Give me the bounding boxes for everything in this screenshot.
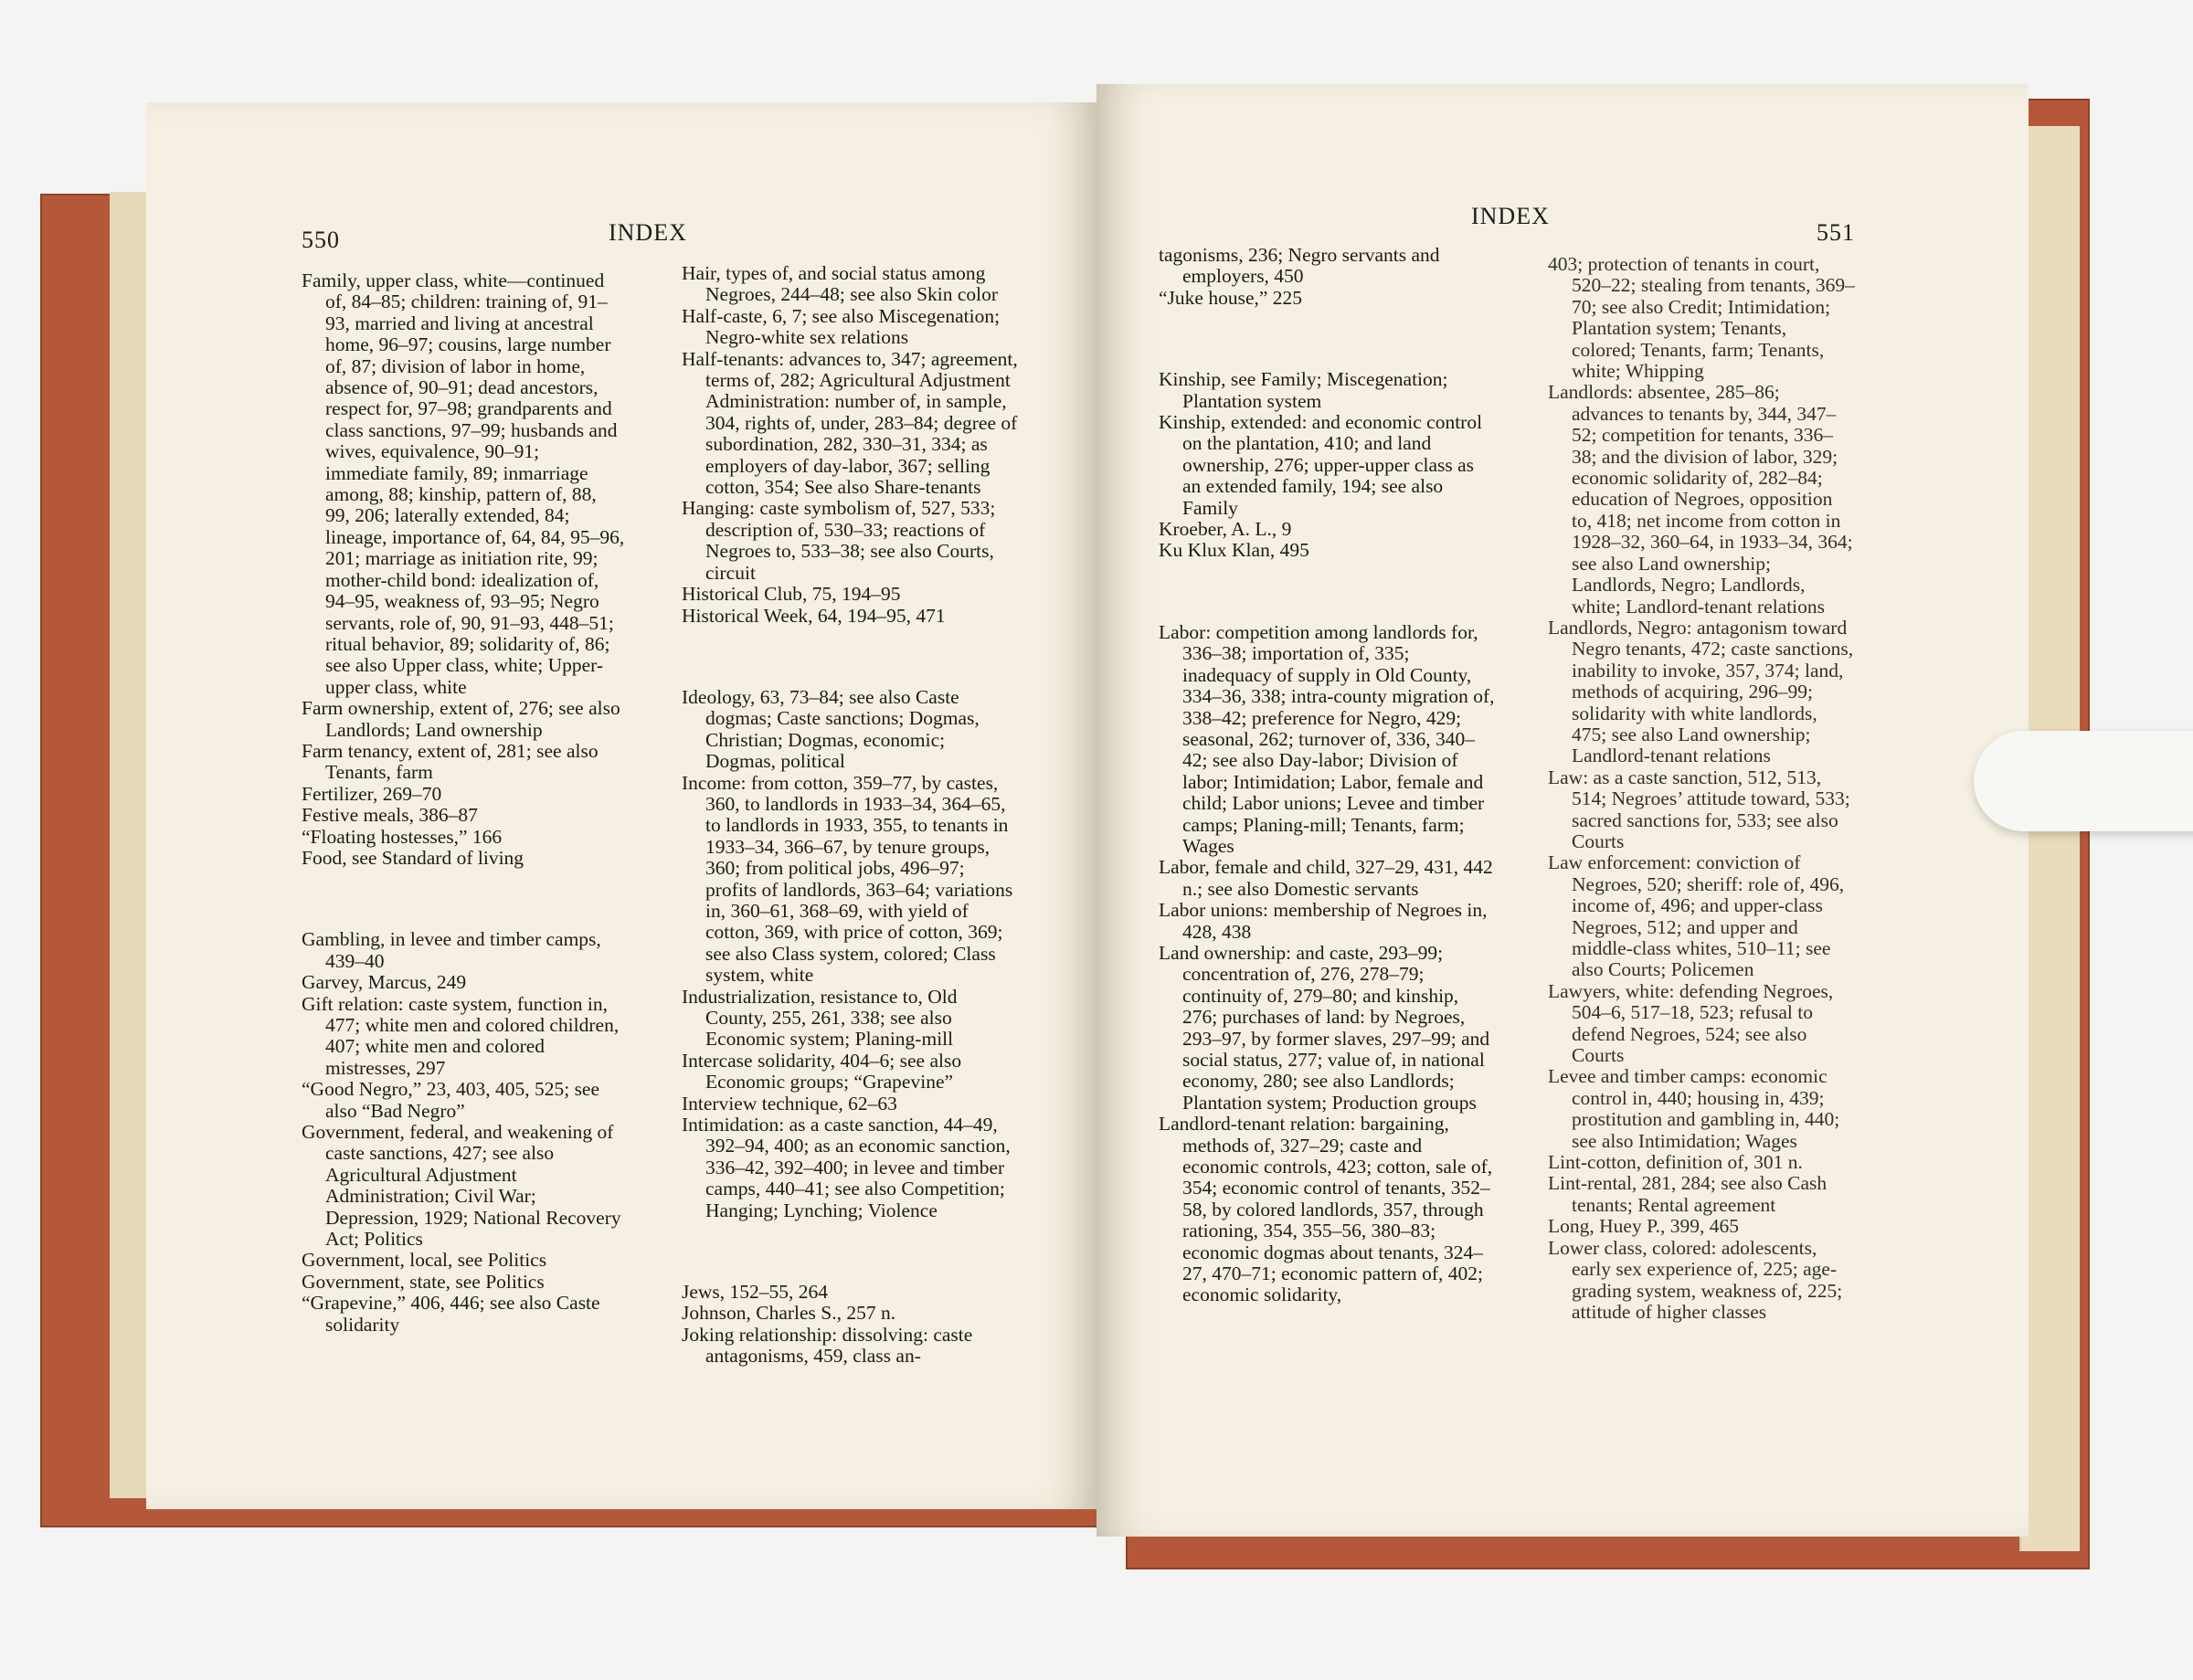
index-entry: Farm tenancy, extent of, 281; see also Tenants, farm <box>302 739 599 784</box>
index-entry: Gift relation: caste system, function in, 477; white men and colored children, 407; white men and colored mistresses, 297 <box>302 992 620 1079</box>
index-entry: Festive meals, 386–87 <box>302 804 478 827</box>
index-entry: Law: as a caste sanction, 512, 513, 514; Negroes’ attitude toward, 533; sacred sanctions for, 533; see also Courts <box>1548 766 1850 852</box>
index-entry: Intimidation: as a caste sanction, 44–49, 392–94, 400; as an economic sanction, 336–42, 392–400; in levee and timber camps, 440–41; see also Competition; Hanging; Lynching; Violence <box>682 1114 1011 1221</box>
index-entry: Lower class, colored: adolescents, early sex experience of, 225; age-grading system, weakness of, 225; attitude of higher classes <box>1548 1236 1843 1323</box>
index-entry: Garvey, Marcus, 249 <box>302 971 467 994</box>
index-entry: Historical Week, 64, 194–95, 471 <box>682 604 946 627</box>
right-page-number: 551 <box>1817 219 1855 246</box>
index-entry: Industrialization, resistance to, Old County, 255, 261, 338; see also Economic system; Planing-mill <box>682 985 958 1051</box>
index-entry: Half-tenants: advances to, 347; agreement, terms of, 282; Agricultural Adjustment Administration: number of, in sample, 304, rights of, under, 283–84; degree of subordination, 282, 330–31, 334; as employers of day-labor, 367; selling cotton, 354; See also Share-tenants <box>682 347 1018 499</box>
index-entry: Labor, female and child, 327–29, 431, 442 n.; see also Domestic servants <box>1159 856 1493 900</box>
index-entry: Levee and timber camps: economic control in, 440; housing in, 439; prostitution and gambling in, 440; see also Intimidation; Wages <box>1548 1065 1840 1152</box>
left-running-head: INDEX <box>609 219 687 246</box>
right-page <box>1096 84 2029 1537</box>
index-entry: Landlords: absentee, 285–86; advances to tenants by, 344, 347–52; competition for tenants, 336–38; and the division of labor, 329; economic solidarity of, 282–84; education of Negroes, opposition to, 418; net income from cotton in 1928–32, 360–64, in 1933–34, 364; see also Land ownership; Landlords, Negro; Landlords, white; Landlord-tenant relations <box>1548 381 1853 618</box>
index-entry: Government, local, see Politics <box>302 1249 547 1272</box>
index-entry: Interview technique, 62–63 <box>682 1092 897 1115</box>
index-entry: Gambling, in levee and timber camps, 439–40 <box>302 928 601 972</box>
index-entry: Landlord-tenant relation: bargaining, methods of, 327–29; caste and economic controls, 423; cotton, sale of, 354; economic control of tenants, 352–58, by colored landlords, 357, through rationing, 354, 355–56, 380–83; economic dogmas about tenants, 324–27, 470–71; economic pattern of, 402; economic solidarity, <box>1159 1113 1493 1306</box>
left-page-number: 550 <box>302 227 340 253</box>
index-entry: Kinship, extended: and economic control on the plantation, 410; and land ownership, 276; upper-upper class as an extended family, 194; see also Family <box>1159 411 1483 519</box>
index-gap <box>682 1242 1020 1263</box>
index-entry: Jews, 152–55, 264 <box>682 1281 829 1304</box>
index-entry: Farm ownership, extent of, 276; see also Landlords; Land ownership <box>302 697 620 741</box>
index-entry: Lint-rental, 281, 284; see also Cash tenants; Rental agreement <box>1548 1172 1828 1216</box>
index-entry: Landlords, Negro: antagonism toward Negro tenants, 472; caste sanctions, inability to invoke, 357, 374; land, methods of acquiring, 296–99; solidarity with white landlords, 475; see also Land ownership; Landlord-tenant relations <box>1548 616 1854 767</box>
index-entry: Johnson, Charles S., 257 n. <box>682 1302 896 1325</box>
index-entry: 403; protection of tenants in court, 520–22; stealing from tenants, 369–70; see also Credit; Intimidation; Plantation system; Tenants, colored; Tenants, farm; Tenants, white; Whipping <box>1548 253 1855 383</box>
index-gap <box>302 889 626 910</box>
index-entry: Land ownership: and caste, 293–99; concentration of, 276, 278–79; continuity of, 279–80; and kinship, 276; purchases of land: by Negroes, 293–97, by former slaves, 297–99; and social status, 277; value of, in national economy, 280; see also Landlords; Plantation system; Production groups <box>1159 941 1490 1114</box>
index-entry: “Floating hostesses,” 166 <box>302 825 503 848</box>
index-entry: Ideology, 63, 73–84; see also Caste dogmas; Caste sanctions; Dogmas, Christian; Dogmas, economic; Dogmas, political <box>682 685 980 773</box>
index-entry: “Grapevine,” 406, 446; see also Caste solidarity <box>302 1292 600 1336</box>
index-entry: Law enforcement: conviction of Negroes, 520; sheriff: role of, 496, income of, 496; and upper-class Negroes, 512; and upper and middle-class whites, 510–11; see also Courts; Policemen <box>1548 851 1845 981</box>
index-entry: Family, upper class, white—continued of, 84–85; children: training of, 91–93, married and living at ancestral home, 96–97; cousins, large number of, 87; division of labor in home, absence of, 90–91; dead ancestors, respect for, 97–98; grandparents and class sanctions, 97–99; husbands and wives, equivalence, 90–91; immediate family, 89; inmarriage among, 88; kinship, pattern of, 88, 99, 206; laterally extended, 84; lineage, importance of, 64, 84, 95–96, 201; marriage as initiation rite, 99; mother-child bond: idealization of, 94–95, weakness of, 93–95; Negro servants, role of, 90, 91–93, 448–51; ritual behavior, 89; solidarity of, 86; see also Upper class, white; Upper-upper class, white <box>302 269 625 698</box>
right-column-2 <box>1548 254 1855 1323</box>
index-entry: Long, Huey P., 399, 465 <box>1548 1215 1740 1238</box>
index-entry: Food, see Standard of living <box>302 846 524 869</box>
right-running-head: INDEX <box>1471 203 1550 229</box>
index-gap <box>1159 329 1497 350</box>
left-page <box>146 102 1096 1509</box>
index-entry: Labor unions: membership of Negroes in, 428, 438 <box>1159 899 1488 943</box>
index-entry: Lint-cotton, definition of, 301 n. <box>1548 1151 1803 1174</box>
index-gap <box>1159 581 1497 602</box>
page-edges-left <box>110 192 146 1498</box>
index-entry: Income: from cotton, 359–77, by castes, 360, to landlords in 1933–34, 364–65, to landlords in 1933, 355, to tenants in 1933–34, 366–67, by tenure groups, 360; from political jobs, 496–97; profits of landlords, 363–64; variations in, 360–61, 368–69, with yield of cotton, 369, with price of cotton, 369; see also Class system, colored; Class system, white <box>682 771 1013 987</box>
index-entry: Hanging: caste symbolism of, 527, 533; description of, 530–33; reactions of Negroes to, 533–38; see also Courts, circuit <box>682 497 996 584</box>
index-entry: “Juke house,” 225 <box>1159 286 1303 309</box>
index-entry: “Good Negro,” 23, 403, 405, 525; see also “Bad Negro” <box>302 1078 600 1122</box>
index-entry: Government, state, see Politics <box>302 1270 545 1293</box>
index-entry: Labor: competition among landlords for, 336–38; importation of, 335; inadequacy of supply in Old County, 334–36, 338; intra-county migration of, 338–42; preference for Negro, 429; seasonal, 262; turnover of, 336, 340–42; see also Day-labor; Division of labor; Intimidation; Labor, female and child; Labor unions; Levee and timber camps; Planing-mill; Tenants, farm; Wages <box>1159 620 1495 857</box>
index-entry: Ku Klux Klan, 495 <box>1159 539 1309 562</box>
left-column-1 <box>302 270 626 1336</box>
left-column-2 <box>682 263 1020 1368</box>
index-gap <box>682 646 1020 667</box>
index-entry: Half-caste, 6, 7; see also Miscegenation; Negro-white sex relations <box>682 304 1001 349</box>
index-entry: Intercase solidarity, 404–6; see also Economic groups; “Grapevine” <box>682 1049 962 1094</box>
bone-folder <box>1974 731 2193 831</box>
index-entry: Government, federal, and weakening of caste sanctions, 427; see also Agricultural Adjustment Administration; Civil War; Depression, 1929; National Recovery Act; Politics <box>302 1121 621 1251</box>
index-entry: Kroeber, A. L., 9 <box>1159 518 1292 541</box>
index-entry: Fertilizer, 269–70 <box>302 782 442 805</box>
index-entry: Joking relationship: dissolving: caste antagonisms, 459, class an- <box>682 1323 973 1368</box>
index-entry: Historical Club, 75, 194–95 <box>682 583 901 606</box>
index-entry: Kinship, see Family; Miscegenation; Plantation system <box>1159 368 1448 412</box>
right-column-1 <box>1159 245 1497 1306</box>
index-entry: Lawyers, white: defending Negroes, 504–6, 517–18, 523; refusal to defend Negroes, 524; see also Courts <box>1548 979 1834 1067</box>
index-entry: Hair, types of, and social status among Negroes, 244–48; see also Skin color <box>682 262 999 306</box>
index-entry: tagonisms, 236; Negro servants and employers, 450 <box>1159 244 1440 288</box>
